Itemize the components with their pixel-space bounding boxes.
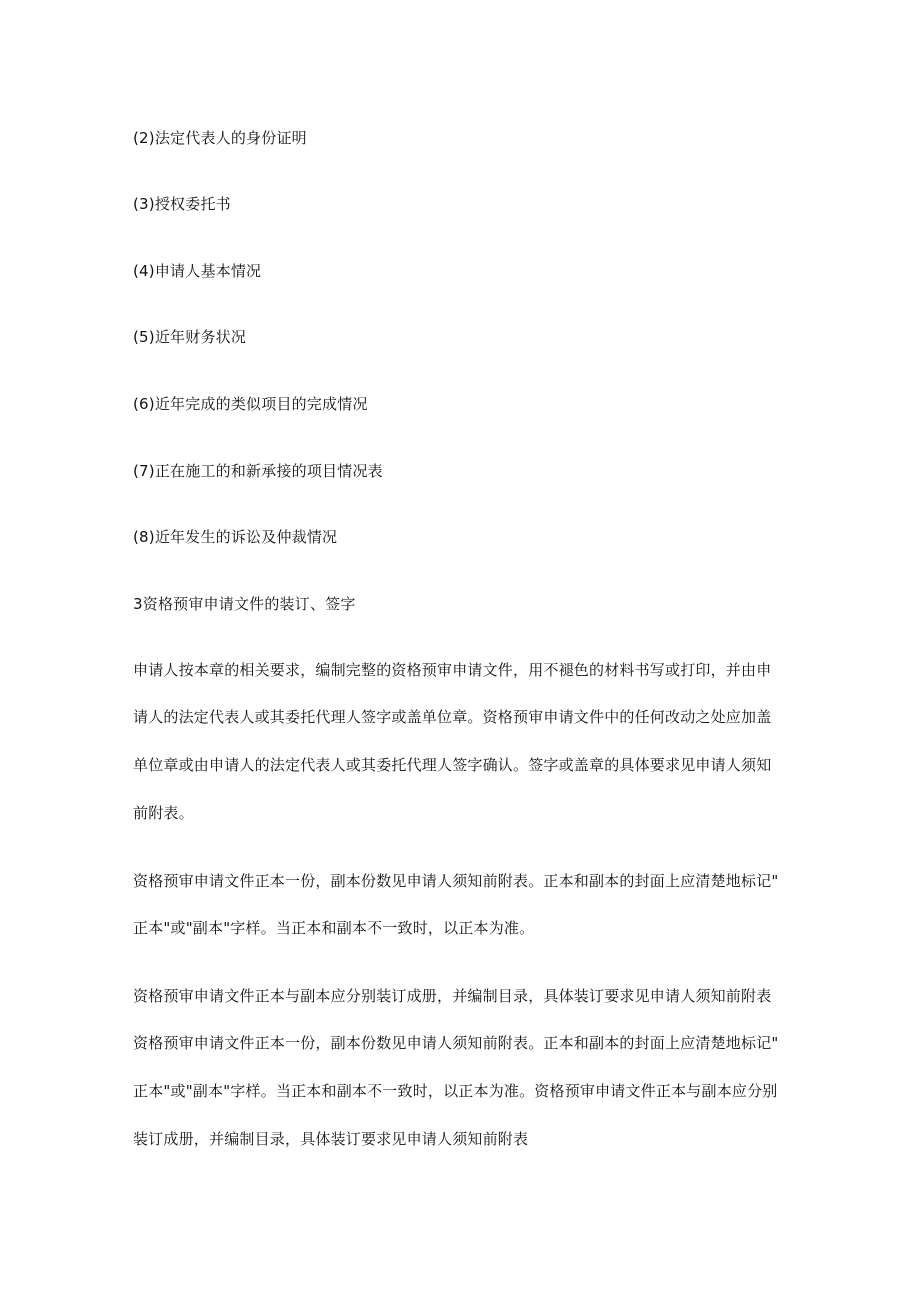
paragraph-line: 前附表。 [133,804,194,822]
paragraph-line: 请人的法定代表人或其委托代理人签字或盖单位章。资格预审申请文件中的任何改动之处应加盖 [133,708,772,726]
paragraph-line: 资格预审申请文件正本一份，副本份数见申请人须知前附表。正本和副本的封面上应清楚地标记" [133,1034,779,1052]
section-heading: 3资格预审申请文件的装订、签字 [133,595,356,613]
paragraph-line: 正本"或"副本"字样。当正本和副本不一致时，以正本为准。资格预审申请文件正本与副本应分别 [133,1082,778,1100]
list-item: (8)近年发生的诉讼及仲裁情况 [133,528,338,546]
list-item: (6)近年完成的类似项目的完成情况 [133,395,368,413]
list-item: (4)申请人基本情况 [133,262,262,280]
paragraph-line: 资格预审申请文件正本与副本应分别装订成册，并编制目录，具体装订要求见申请人须知前附表 [133,987,772,1005]
list-item: (5)近年财务状况 [133,328,247,346]
paragraph-line: 申请人按本章的相关要求，编制完整的资格预审申请文件，用不褪色的材料书写或打印，并由申 [133,661,772,679]
paragraph-line: 装订成册，并编制目录，具体装订要求见申请人须知前附表 [133,1130,529,1148]
list-item: (2)法定代表人的身份证明 [133,129,307,147]
list-item: (3)授权委托书 [133,195,231,213]
paragraph-line: 单位章或由申请人的法定代表人或其委托代理人签字确认。签字或盖章的具体要求见申请人须知 [133,756,772,774]
paragraph-line: 资格预审申请文件正本一份，副本份数见申请人须知前附表。正本和副本的封面上应清楚地标记" [133,872,779,890]
paragraph-line: 正本"或"副本"字样。当正本和副本不一致时，以正本为准。 [133,919,535,937]
list-item: (7)正在施工的和新承接的项目情况表 [133,462,383,480]
